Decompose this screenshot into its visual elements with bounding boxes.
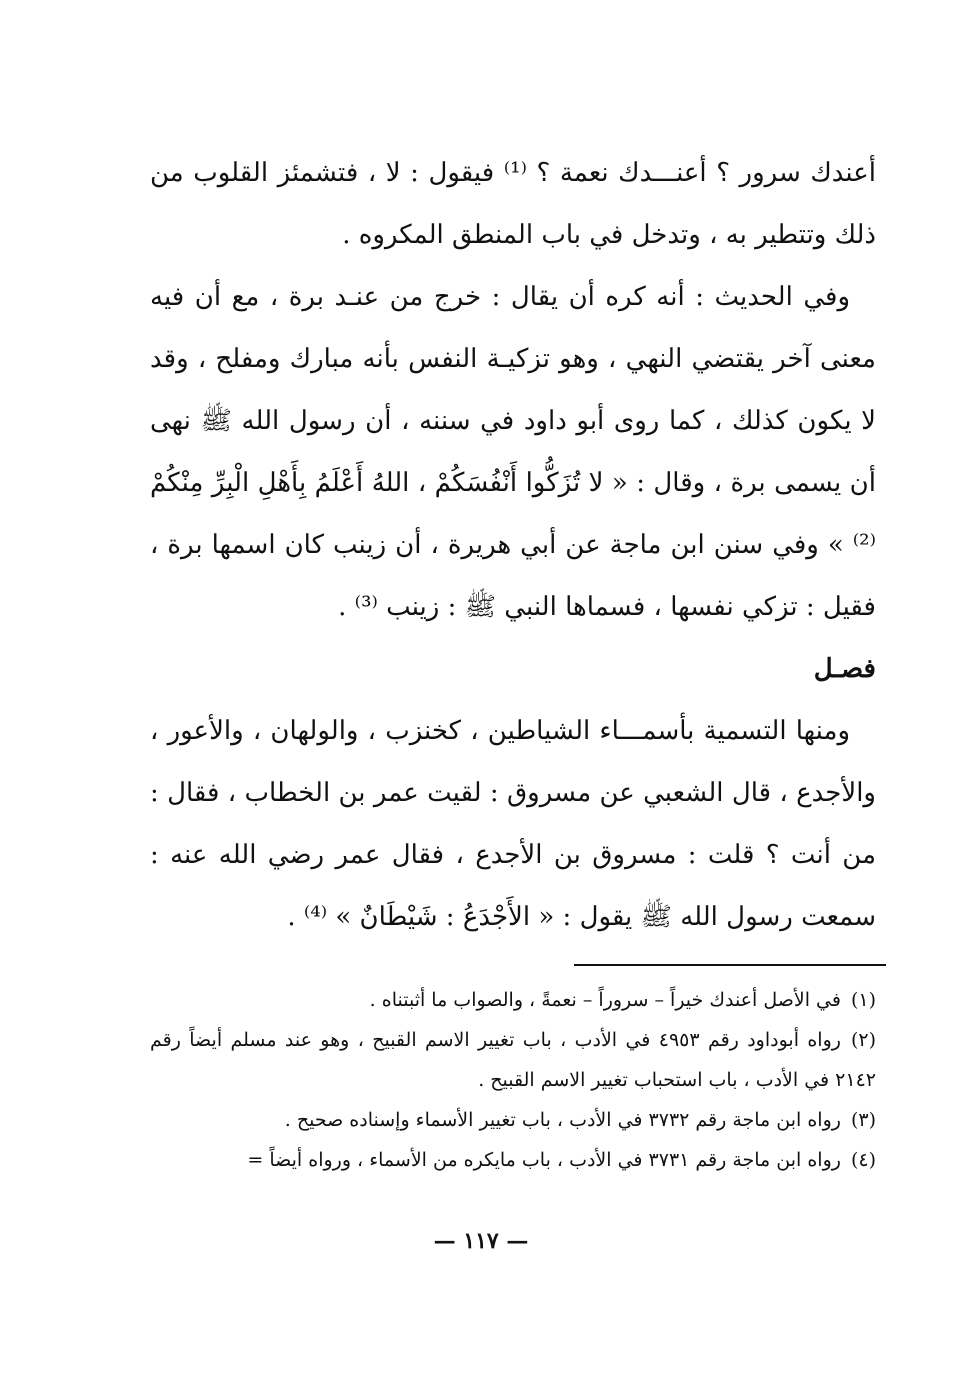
footnote-number: (٣) — [850, 1109, 876, 1131]
footnote-number: (٢) — [850, 1029, 876, 1051]
footnote-text: رواه أبوداود رقم ٤٩٥٣ في الأدب ، باب تغيير الاسم القبيح ، وهو عند مسلم أيضاً رقم ٢١٤٢ في الأدب ، باب استحباب تغيير الاسم القبيح . — [150, 1029, 876, 1091]
footnote-separator — [574, 964, 886, 966]
footnotes — [150, 980, 876, 1180]
page-number: — ١١٧ — — [433, 1228, 529, 1254]
section-heading: فصـل — [813, 654, 876, 684]
footnote-number: (٤) — [850, 1149, 876, 1171]
footnote-2 — [150, 1020, 876, 1100]
footnote-text: في الأصل أعندك خيراً – سروراً – نعمةً ، والصواب ما أثبتناه . — [369, 989, 841, 1011]
main-text — [150, 142, 876, 948]
footnote-text: رواه ابن ماجة رقم ٣٧٣١ في الأدب ، باب مايكره من الأسماء ، ورواه أيضاً = — [247, 1149, 841, 1171]
footnote-number: (١) — [850, 989, 876, 1011]
footnote-3 — [150, 1100, 876, 1140]
paragraph-1: أعندك سرور ؟ أعنـــدك نعمة ؟ ⁽¹⁾ فيقول : لا ، فتشمئز القلوب من ذلك وتتطير به ، وتدخل في باب المنطق المكروه . — [150, 158, 876, 250]
footnote-1 — [150, 980, 876, 1020]
paragraph-3: ومنها التسمية بأسمـــاء الشياطين ، كخنزب ، والولهان ، والأعور ، والأجدع ، قال الشعبي عن مسروق : لقيت عمر بن الخطاب ، فقال : من أنت ؟ قلت : مسروق بن الأجدع ، فقال عمر رضي الله عنه : سمعت رسول الله ﷺ يقول : « الأَجْدَعُ : شَيْطَانٌ » ⁽⁴⁾ . — [150, 716, 876, 932]
footnote-text: رواه ابن ماجة رقم ٣٧٣٢ في الأدب ، باب تغيير الأسماء وإسناده صحيح . — [284, 1109, 841, 1131]
paragraph-2: وفي الحديث : أنه كره أن يقال : خرج من عنـد برة ، مع أن فيه معنى آخر يقتضي النهي ، وهو تزكيـة النفس بأنه مبارك ومفلح ، وقد لا يكون كذلك ، كما روى أبو داود في سننه ، أن رسول الله ﷺ نهى أن يسمى برة ، وقال : « لا تُزَكُّوا أَنْفُسَكُمْ ، اللهُ أَعْلَمُ بِأَهْلِ الْبِرِّ مِنْكُمْ ⁽²⁾ » وفي سنن ابن ماجة عن أبي هريرة ، أن زينب كان اسمها برة ، فقيل : تزكي نفسها ، فسماها النبي ﷺ : زينب ⁽³⁾ . — [150, 282, 876, 622]
footnote-4 — [150, 1140, 876, 1180]
